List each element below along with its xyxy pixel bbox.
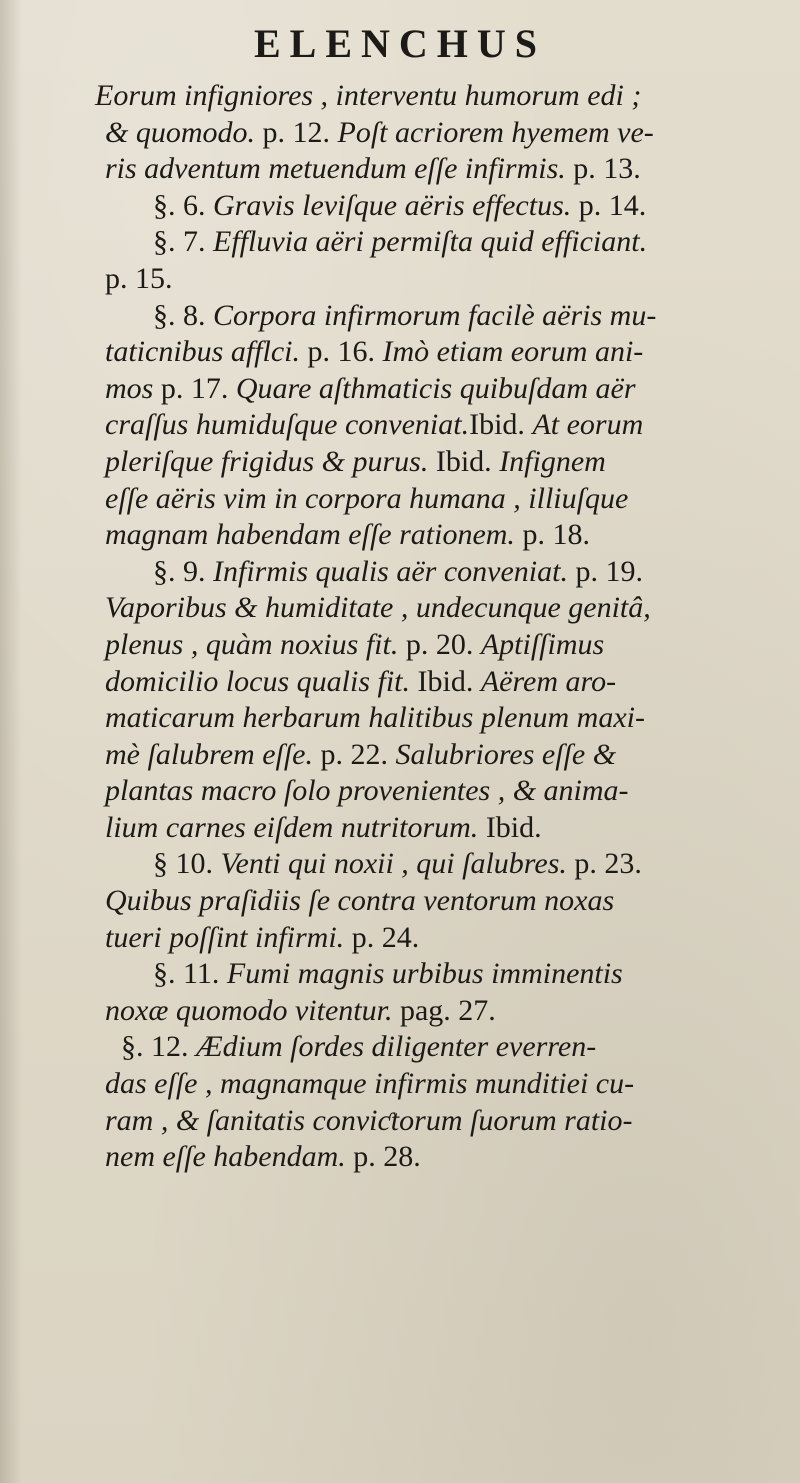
line-italic: pleriſque frigidus & purus.	[105, 444, 436, 478]
line-italic: Quare aſthmaticis quibuſdam aër	[235, 371, 636, 405]
line-italic: eſſe aëris vim in corpora humana , illiuſque	[105, 481, 629, 515]
line-italic: plantas macro ſolo provenientes , & anima-	[105, 774, 629, 808]
line-italic: Poſt acriorem hyemem ve-	[337, 115, 654, 149]
text-line	[105, 444, 765, 481]
line-italic: mè ſalubrem eſſe.	[105, 737, 321, 771]
line-italic: plenus , quàm noxius fit.	[105, 627, 406, 661]
line-italic: Effluvia aëri permiſta quid efficiant.	[213, 225, 648, 259]
line-italic: At eorum	[532, 408, 644, 442]
text-line	[105, 883, 765, 920]
text-line	[105, 700, 765, 737]
page-reference: p. 12.	[262, 115, 338, 149]
line-italic: Vaporibus & humiditate , undecunque genitâ,	[105, 591, 651, 625]
section-number: §. 9.	[153, 554, 213, 588]
line-italic: Aërem aro-	[480, 664, 617, 698]
line-italic: nem eſſe habendam.	[105, 1140, 354, 1174]
line-italic: Eorum infigniores , interventu humorum edi ;	[95, 79, 642, 112]
text-line	[105, 810, 765, 847]
text-line	[105, 664, 765, 701]
text-line	[105, 371, 765, 408]
text-line	[105, 773, 765, 810]
text-line	[105, 298, 765, 335]
text-line	[105, 956, 765, 993]
page-reference: p. 28.	[353, 1140, 421, 1174]
page-reference: pag. 27.	[399, 993, 496, 1027]
line-italic: Venti qui noxii , qui ſalubres.	[220, 847, 575, 881]
page-reference: p. 20.	[405, 627, 481, 661]
page-reference: p. 14.	[578, 188, 647, 222]
text-line	[105, 115, 765, 152]
text-line	[105, 920, 765, 957]
page-reference: Ibid.	[469, 408, 533, 442]
section-number: §. 12.	[121, 1030, 196, 1064]
text-line	[105, 1139, 765, 1176]
section-number: §. 7.	[153, 225, 213, 259]
text-line	[105, 1066, 765, 1103]
text-line	[105, 846, 765, 883]
text-line	[105, 481, 765, 518]
page-header: ELENCHUS	[253, 21, 547, 66]
line-italic: mos	[105, 371, 161, 405]
line-italic: Corpora infirmorum facilè aëris mu-	[213, 298, 657, 332]
text-line	[105, 554, 765, 591]
line-italic: domicilio locus qualis fit.	[105, 664, 418, 698]
line-italic: & quomodo.	[105, 115, 263, 149]
text-line	[105, 993, 765, 1030]
section-number: §. 6.	[153, 188, 213, 222]
text-line	[105, 590, 765, 627]
text-line	[105, 151, 765, 188]
page-reference: p. 16.	[307, 335, 383, 369]
text-line	[105, 1029, 765, 1066]
page-reference: p. 15.	[105, 261, 173, 295]
index-text	[95, 78, 765, 1176]
line-italic: Fumi magnis urbibus imminentis	[226, 957, 623, 991]
text-line	[105, 517, 765, 554]
text-line	[105, 407, 765, 444]
text-line	[105, 224, 765, 261]
page-reference: p. 17.	[160, 371, 236, 405]
line-italic: maticarum herbarum halitibus plenum maxi-	[105, 701, 645, 735]
page-fold-shadow	[0, 0, 22, 1483]
section-number: §. 11.	[153, 957, 227, 991]
line-italic: magnam habendam eſſe rationem.	[105, 518, 523, 552]
line-italic: Quibus praſidiis ſe contra ventorum noxas	[105, 884, 615, 918]
line-italic: noxæ quomodo vitentur.	[105, 993, 400, 1027]
text-line	[105, 627, 765, 664]
page-reference: p. 19.	[575, 554, 643, 588]
section-number: §. 8.	[153, 298, 213, 332]
page-reference: p. 24.	[351, 920, 420, 954]
page-reference: Ibid.	[417, 664, 481, 698]
line-italic: Infirmis qualis aër conveniat.	[213, 554, 576, 588]
line-italic: Gravis leviſque aëris effectus.	[213, 188, 579, 222]
line-italic: craſſus humiduſque conveniat.	[105, 408, 470, 442]
line-italic: Imò etiam eorum ani-	[382, 335, 644, 369]
text-line	[105, 737, 765, 774]
line-italic: lium carnes eiſdem nutritorum.	[105, 810, 486, 844]
line-italic: Ædium ſordes diligenter everren-	[196, 1030, 597, 1064]
page-reference: p. 23.	[574, 847, 642, 881]
page-reference: Ibid.	[485, 810, 542, 844]
text-line	[105, 334, 765, 371]
line-italic: tueri poſſint infirmi.	[105, 920, 352, 954]
line-italic: Infignem	[499, 444, 606, 478]
line-italic: ram , & ſanitatis conviƈtorum ſuorum ratio-	[105, 1103, 633, 1137]
line-italic: taticnibus afflci.	[105, 335, 308, 369]
line-italic: ris adventum metuendum eſſe infirmis.	[105, 152, 574, 186]
page-reference: p. 22.	[320, 737, 396, 771]
text-line	[105, 261, 765, 298]
text-line	[95, 78, 765, 115]
page-reference: p. 18.	[522, 518, 590, 552]
line-italic: das eſſe , magnamque infirmis munditiei cu-	[105, 1067, 635, 1101]
line-italic: Aptiſſimus	[480, 627, 605, 661]
line-italic: Salubriores eſſe &	[395, 737, 617, 771]
text-line	[105, 1103, 765, 1140]
section-number: § 10.	[153, 847, 221, 881]
page-reference: p. 13.	[573, 152, 641, 186]
page-reference: Ibid.	[435, 444, 500, 478]
text-line	[105, 188, 765, 225]
